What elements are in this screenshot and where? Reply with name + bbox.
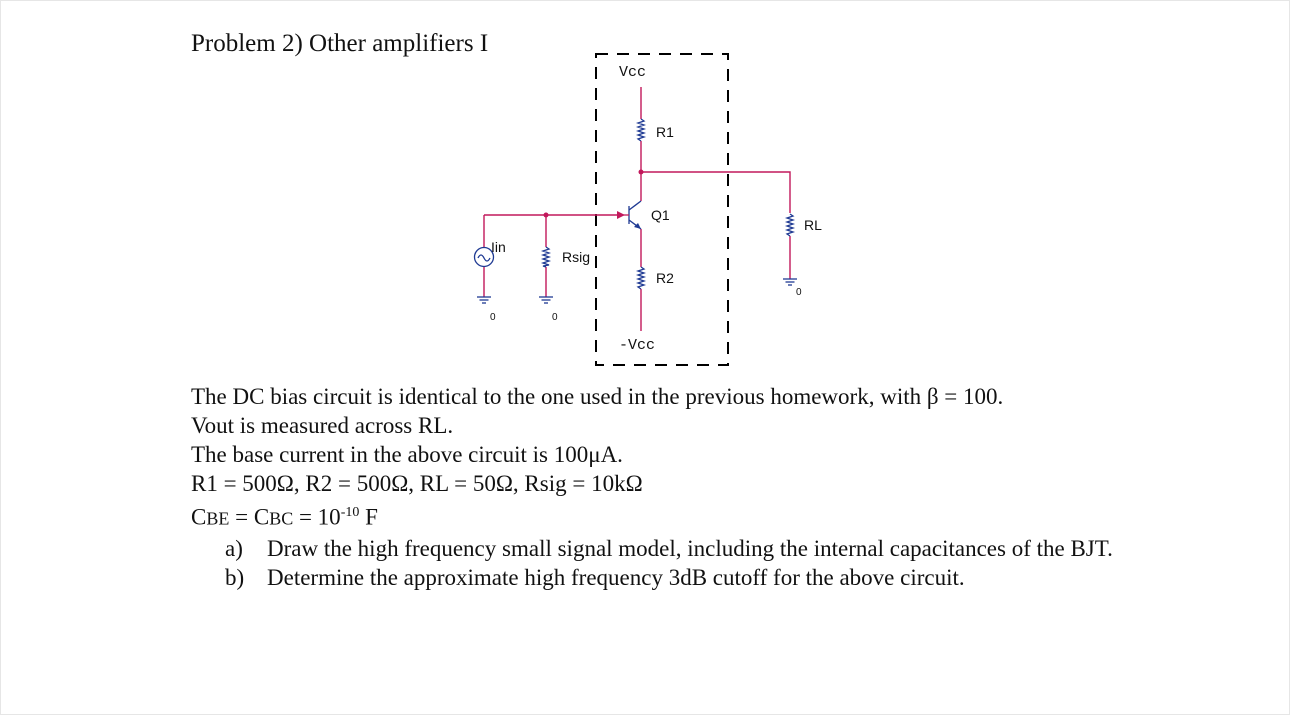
cbe-symbol: C [191,504,207,530]
rsig-label: Rsig [562,249,591,265]
statement-line-4: R1 = 500Ω, R2 = 500Ω, RL = 50Ω, Rsig = 10kΩ [191,471,643,496]
question-item-a [191,534,1191,563]
capacitance-value: = 10 [293,504,341,530]
r1-label: R1 [656,124,674,140]
junction-output [639,170,644,175]
item-marker: b) [225,564,245,590]
rl-label: RL [804,217,822,233]
cbc-subscript: BC [269,508,294,529]
rsig-resistor [543,247,549,267]
circuit-schematic [1,1,1290,381]
ground-label-rl: 0 [796,287,802,298]
r2-resistor [638,267,644,289]
junction-input [544,213,549,218]
question-item-b [191,563,1191,592]
equals-1: = [229,504,254,530]
statement-line-2: Vout is measured across RL. [191,413,454,438]
capacitance-unit: F [359,504,378,530]
neg-vcc-label: -Vcc [619,337,656,354]
ground-symbol-iin [477,297,491,303]
capacitance-exponent: -10 [340,505,360,520]
iin-label: Iin [491,239,506,255]
ground-symbol-rl [783,279,797,285]
capacitance-line [191,498,1191,534]
q1-transistor [623,201,641,229]
r1-resistor [638,119,644,141]
statement-line-3: The base current in the above circuit is 100μA. [191,442,623,467]
item-text: Draw the high frequency small signal model, including the internal capacitances of the BJT. [267,535,1113,561]
item-text: Determine the approximate high frequency 3dB cutoff for the above circuit. [267,564,965,590]
cbe-subscript: BE [206,508,230,529]
problem-statement [191,382,1191,592]
item-marker: a) [225,535,243,561]
ground-label-iin: 0 [490,312,496,323]
statement-line-1: The DC bias circuit is identical to the one used in the previous homework, with β = 100. [191,384,1004,409]
rl-resistor [787,214,793,236]
vcc-label: Vcc [619,64,647,81]
r2-label: R2 [656,270,674,286]
cbc-symbol: C [253,504,270,530]
problem-title: Problem 2) Other amplifiers I [191,30,489,57]
q1-label: Q1 [651,207,670,223]
ground-label-rsig: 0 [552,312,558,323]
ground-symbol-rsig [539,297,553,303]
